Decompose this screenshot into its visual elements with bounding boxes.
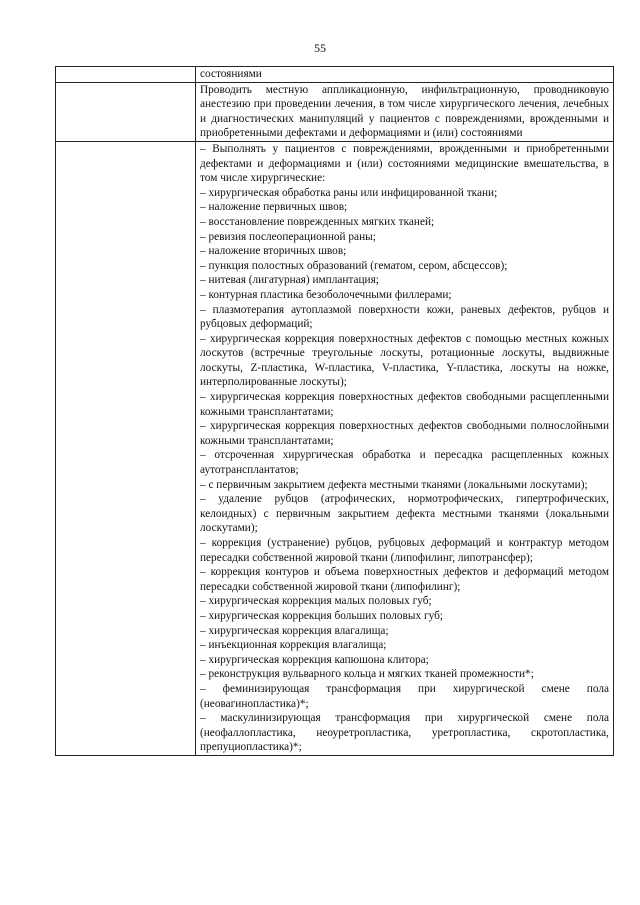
list-item: – коррекция контуров и объема поверхностных дефектов и деформаций методом пересадки собственной жировой ткани (липофилинг); xyxy=(200,566,609,593)
list-item: – хирургическая коррекция поверхностных дефектов с помощью местных кожных лоскутов (встречные треугольные лоскуты, ротационные лоскуты, выдвижные лоскуты, Z-пластика, W-пластика, V-пластика, Y-пластика, лоскуты на ножке, интерполированные лоскуты); xyxy=(200,332,609,389)
list-item: – хирургическая обработка раны или инфицированной ткани; xyxy=(200,186,498,199)
table-row xyxy=(56,141,614,755)
table-row xyxy=(56,67,614,83)
list-item: – хирургическая коррекция больших половых губ; xyxy=(200,609,443,622)
list-item: – хирургическая коррекция поверхностных дефектов свободными расщепленными кожными трансплантатами; xyxy=(200,391,609,418)
list-item: – реконструкция вульварного кольца и мягких тканей промежности*; xyxy=(200,668,534,681)
list-item: – маскулинизирующая трансформация при хирургической смене пола (неофаллопластика, неоуретропластика, уретропластика, скротопластика, препуциопластика)*; xyxy=(200,712,609,754)
page-number: 55 xyxy=(314,41,326,55)
list-item: – с первичным закрытием дефекта местными тканями (локальными лоскутами); xyxy=(200,478,588,491)
list-item: – ревизия послеоперационной раны; xyxy=(200,230,376,243)
list-item: – коррекция (устранение) рубцов, рубцовых деформаций и контрактур методом пересадки собственной жировой ткани (липофилинг, липотрансфер); xyxy=(200,537,609,564)
table-row xyxy=(56,82,614,141)
list-item: – нитевая (лигатурная) имплантация; xyxy=(200,274,379,287)
list-item: – восстановление поврежденных мягких тканей; xyxy=(200,215,435,228)
list-item: – контурная пластика безоболочечными филлерами; xyxy=(200,288,452,301)
list-item: – хирургическая коррекция малых половых губ; xyxy=(200,595,432,608)
list-item: – отсроченная хирургическая обработка и пересадка расщепленных кожных аутотрансплантатов; xyxy=(200,449,609,477)
left-cell xyxy=(56,82,196,141)
procedures-cell xyxy=(196,141,614,755)
list-item: – хирургическая коррекция влагалища; xyxy=(200,624,389,637)
list-item: – Выполнять у пациентов с повреждениями, врожденными и приобретенными дефектами и деформациями и (или) состояниями медицинские вмешательства, в том числе хирургические: xyxy=(200,142,609,185)
list-item: – наложение вторичных швов; xyxy=(200,245,347,258)
list-item: – плазмотерапия аутоплазмой поверхности кожи, раневых дефектов, рубцов и рубцовых деформаций; xyxy=(200,303,609,331)
left-cell xyxy=(56,67,196,83)
list-item: – феминизирующая трансформация при хирургической смене пола (неовагинопластика)*; xyxy=(200,682,609,710)
left-cell xyxy=(56,141,196,755)
list-item: – удаление рубцов (атрофических, нормотрофических, гипертрофических, келоидных) с первичным закрытием дефекта местными тканями (локальными лоскутами); xyxy=(200,493,609,535)
list-item: – инъекционная коррекция влагалища; xyxy=(200,639,387,652)
list-item: – наложение первичных швов; xyxy=(200,201,348,214)
row-text-anesthesia: Проводить местную аппликационную, инфильтрационную, проводниковую анестезию при проведении лечения, в том числе хирургического лечения, лечебных и диагностических манипуляций у пациентов с повреждениями, врожденными и приобретенными дефектами и деформациями и (или) состояниями xyxy=(196,82,614,141)
list-item: – хирургическая коррекция поверхностных дефектов свободными полнослойными кожными трансплантатами; xyxy=(200,420,609,447)
competency-table xyxy=(55,66,614,756)
list-item: – хирургическая коррекция капюшона клитора; xyxy=(200,653,429,666)
row-text-continuation: состояниями xyxy=(196,67,614,83)
list-item: – пункция полостных образований (гематом, сером, абсцессов); xyxy=(200,259,508,272)
